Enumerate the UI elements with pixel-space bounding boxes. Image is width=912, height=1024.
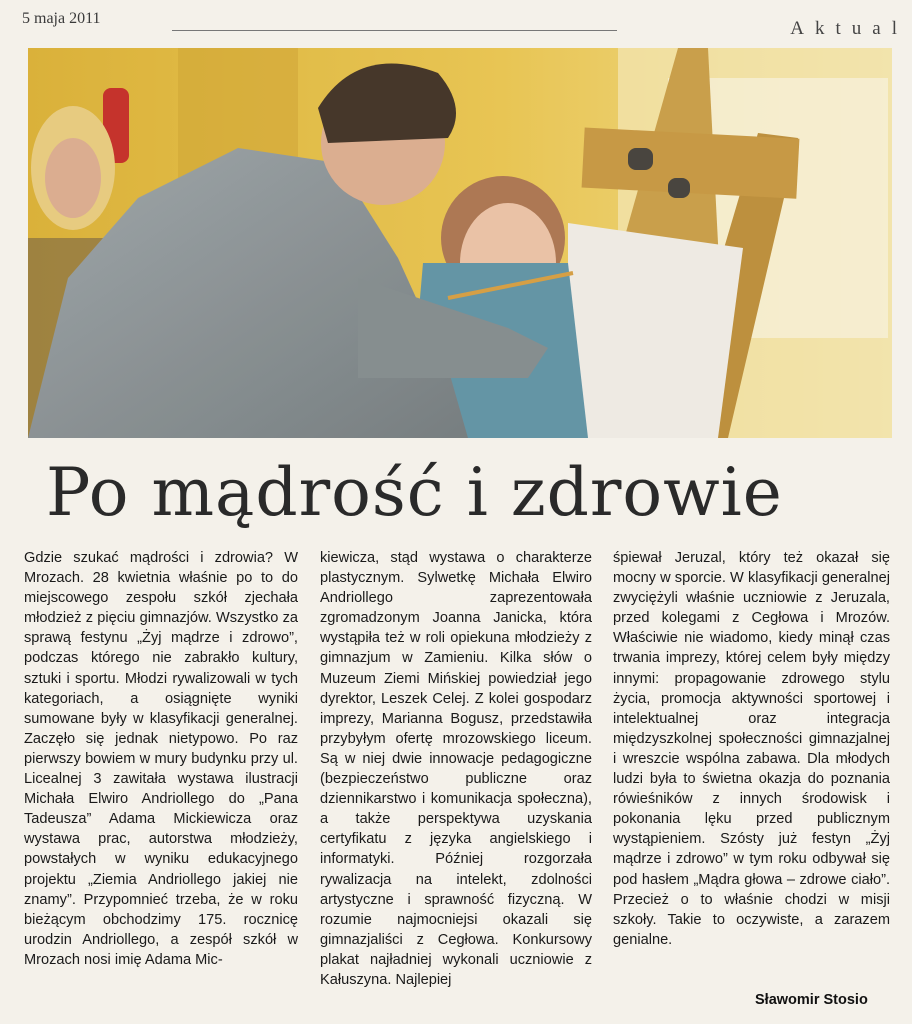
article-photo [28, 48, 892, 438]
art-class-illustration [28, 48, 892, 438]
article-column-2: kiewicza, stąd wystawa o charakterze plastycznym. Sylwetkę Michała Elwiro Andriollego zaprezentowała zgromadzonym Joanna Janicka, która wystąpiła też w roli opiekuna młodzieży z gimnazjum w Zamieniu. Kilka słów o Muzeum Ziemi Mińskiej powiedział jego dyrektor, Leszek Celej. Z kolei gospodarz imprezy, Marianna Bogusz, przedstawiła przybyłym ofertę mrozowskiego liceum. Są w niej dwie innowacje pedagogiczne (bezpieczeństwo publiczne oraz dziennikarstwo i komunikacja społeczna), a także perspektywa uzyskania certyfikatu z języka angielskiego i informatyki. Później rozgorzała rywalizacja na intelekt, zdolności artystyczne i sprawność fizyczną. W rozumie najmocniejsi okazali się gimnazjaliści z Cegłowa. Konkursowy plakat najładniej wykonali uczniowie z Kałuszyna. Najlepiej [320, 550, 592, 988]
header-rule [172, 30, 617, 31]
issue-date: 5 maja 2011 [22, 10, 101, 27]
article-author: Sławomir Stosio [755, 992, 868, 1008]
article-column-3: śpiewał Jeruzal, który też okazał się mocny w sporcie. W klasyfikacji generalnej zwyciężyli właśnie uczniowie z Jeruzala, przed kolegami z Cegłowa i Mrozów. Właściwie nie wiadomo, kiedy minął czas trwania imprezy, której celem były między innymi: propagowanie zdrowego stylu życia, promocja aktywności sportowej i intelektualnej oraz integracja międzyszkolnej społeczności gimnazjalnej i wreszcie wspólna zabawa. Dla młodych ludzi była to świetna okazja do poznania rówieśników z innych środowisk i pokonania lęku przed publicznym wystąpieniem. Szósty już festyn „Żyj mądrze i zdrowo” w tym roku odbywał się pod hasłem „Mądra głowa – zdrowe ciało”. Przecież o to właśnie chodzi w misji szkoły. Takie to oczywiste, a zarazem genialne. [613, 550, 890, 948]
article-column-1: Gdzie szukać mądrości i zdrowia? W Mrozach. 28 kwietnia właśnie po to do miejscowego zespołu szkół zjechała młodzież z pięciu gimnazjów. Wszystko za sprawą festynu „Żyj mądrze i zdrowo”, podczas którego nie zabrakło kultury, sztuki i sportu. Młodzi rywalizowali w tych kategoriach, a osiągnięte wyniki sumowane były w klasyfikacji generalnej. Zaczęło się jednak nietypowo. Po raz pierwszy bowiem w mury budynku przy ul. Licealnej 3 zawitała wystawa ilustracji Michała Elwiro Andriollego do „Pana Tadeusza” Adama Mickiewicza oraz wystawa prac, autorstwa młodzieży, powstałych w wyniku edukacyjnego projektu „Ziemia Andriollego jakiej nie znamy”. Przypomnieć trzeba, że w roku bieżącym obchodzimy 175. rocznicę urodzin Andriollego, a zespół szkół w Mrozach nosi imię Adama Mic- [24, 550, 298, 968]
article-headline: Po mądrość i zdrowie [46, 454, 783, 531]
section-name: Aktual [790, 18, 908, 39]
